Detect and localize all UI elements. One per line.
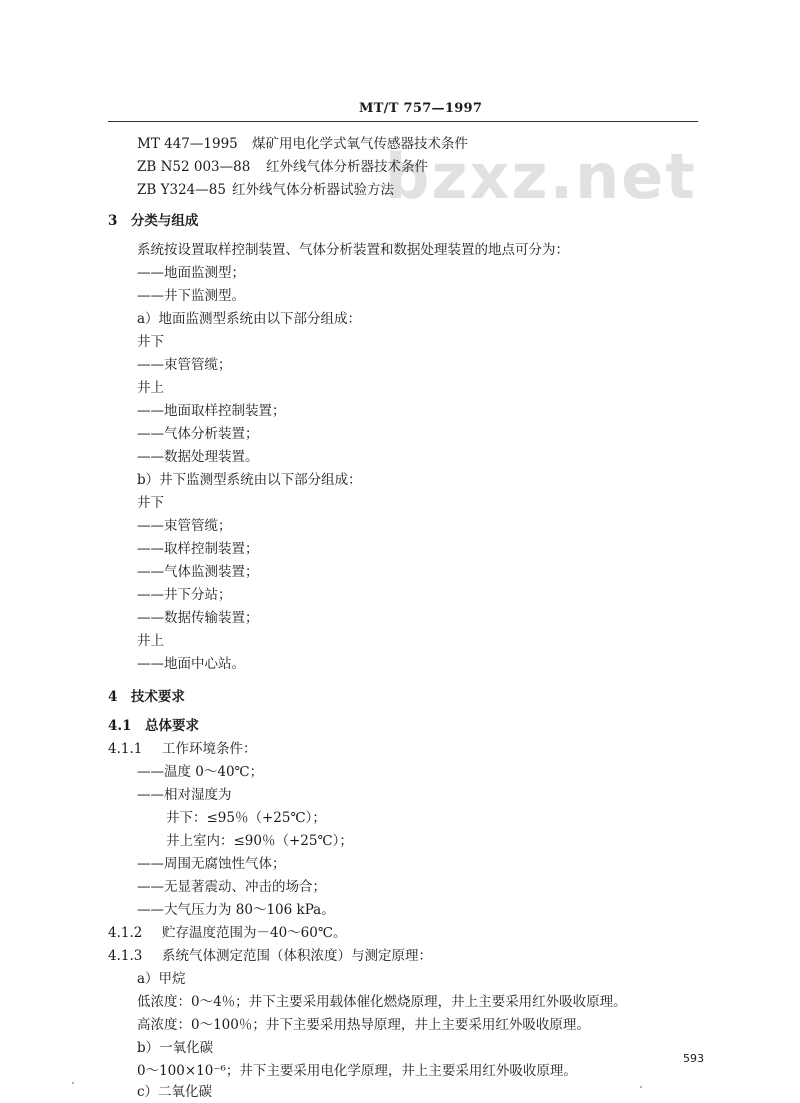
list-item: 井下：≤95％（+25℃）； [166, 810, 326, 826]
list-item: ——气体监测装置； [137, 564, 259, 580]
list-item: ——无显著震动、冲击的场合； [137, 879, 326, 895]
list-item: ——周围无腐蚀性气体； [137, 856, 286, 872]
paragraph: 低浓度：0～4％；井下主要采用载体催化燃烧原理，井上主要采用红外吸收原理。 [137, 994, 627, 1010]
section-heading: 3 分类与组成 [108, 213, 199, 229]
paragraph: 高浓度：0～100％；井下主要采用热导原理，井上主要采用红外吸收原理。 [137, 1017, 590, 1033]
list-item: ——束管管缆； [137, 357, 232, 373]
list-item: c）二氧化碳 [137, 1084, 213, 1100]
list-item: ——地面取样控制装置； [137, 403, 286, 419]
location-label: 井上 [137, 633, 164, 649]
reference-title: 红外线气体分析器试验方法 [232, 182, 394, 198]
watermark: bzxz.net [385, 140, 697, 213]
list-item: 井上室内：≤90％（+25℃）； [166, 833, 353, 849]
list-item: ——井下监测型。 [137, 288, 245, 304]
list-item: ——大气压力为 80～106 kPa。 [137, 902, 335, 918]
list-item: ——气体分析装置； [137, 426, 259, 442]
list-item: ——数据传输装置； [137, 610, 259, 626]
clause-text: 系统气体测定范围（体积浓度）与测定原理： [162, 948, 432, 964]
reference-title: 煤矿用电化学式氧气传感器技术条件 [252, 136, 468, 152]
header-divider [108, 121, 698, 122]
list-item: ——相对湿度为 [137, 787, 232, 803]
reference-title: 红外线气体分析器技术条件 [266, 159, 428, 175]
list-item: b）一氧化碳 [137, 1040, 214, 1056]
page-header-code: MT/T 757—1997 [359, 101, 483, 116]
location-label: 井下 [137, 334, 164, 350]
clause-number: 4.1.2 [108, 925, 143, 941]
clause-number: 4.1.1 [108, 741, 143, 757]
reference-code: MT 447—1995 [137, 136, 238, 152]
subsection-heading: 4.1 总体要求 [108, 718, 199, 734]
list-item: ——束管管缆； [137, 518, 232, 534]
list-item: ——取样控制装置； [137, 541, 259, 557]
location-label: 井上 [137, 380, 164, 396]
list-item: ——温度 0～40℃； [137, 764, 264, 780]
clause-text: 工作环境条件： [162, 741, 257, 757]
paragraph: b）井下监测型系统由以下部分组成： [137, 472, 362, 488]
list-item: ——地面监测型； [137, 265, 245, 281]
reference-code: ZB N52 003—88 [137, 159, 251, 175]
paragraph: 系统按设置取样控制装置、气体分析装置和数据处理装置的地点可分为： [137, 242, 569, 258]
reference-code: ZB Y324—85 [137, 182, 226, 198]
location-label: 井下 [137, 495, 164, 511]
scan-speck [72, 1082, 74, 1084]
list-item: a）甲烷 [137, 971, 186, 987]
list-item: ——地面中心站。 [137, 656, 245, 672]
clause-text: 贮存温度范围为－40～60℃。 [162, 925, 347, 941]
section-heading: 4 技术要求 [108, 689, 185, 705]
scan-speck [640, 1086, 642, 1088]
clause-number: 4.1.3 [108, 948, 143, 964]
list-item: ——井下分站； [137, 587, 232, 603]
list-item: ——数据处理装置。 [137, 449, 259, 465]
paragraph: a）地面监测型系统由以下部分组成： [137, 311, 362, 327]
paragraph: 0～100×10⁻⁶；井下主要采用电化学原理，井上主要采用红外吸收原理。 [137, 1063, 577, 1079]
page-number: 593 [683, 1052, 704, 1065]
